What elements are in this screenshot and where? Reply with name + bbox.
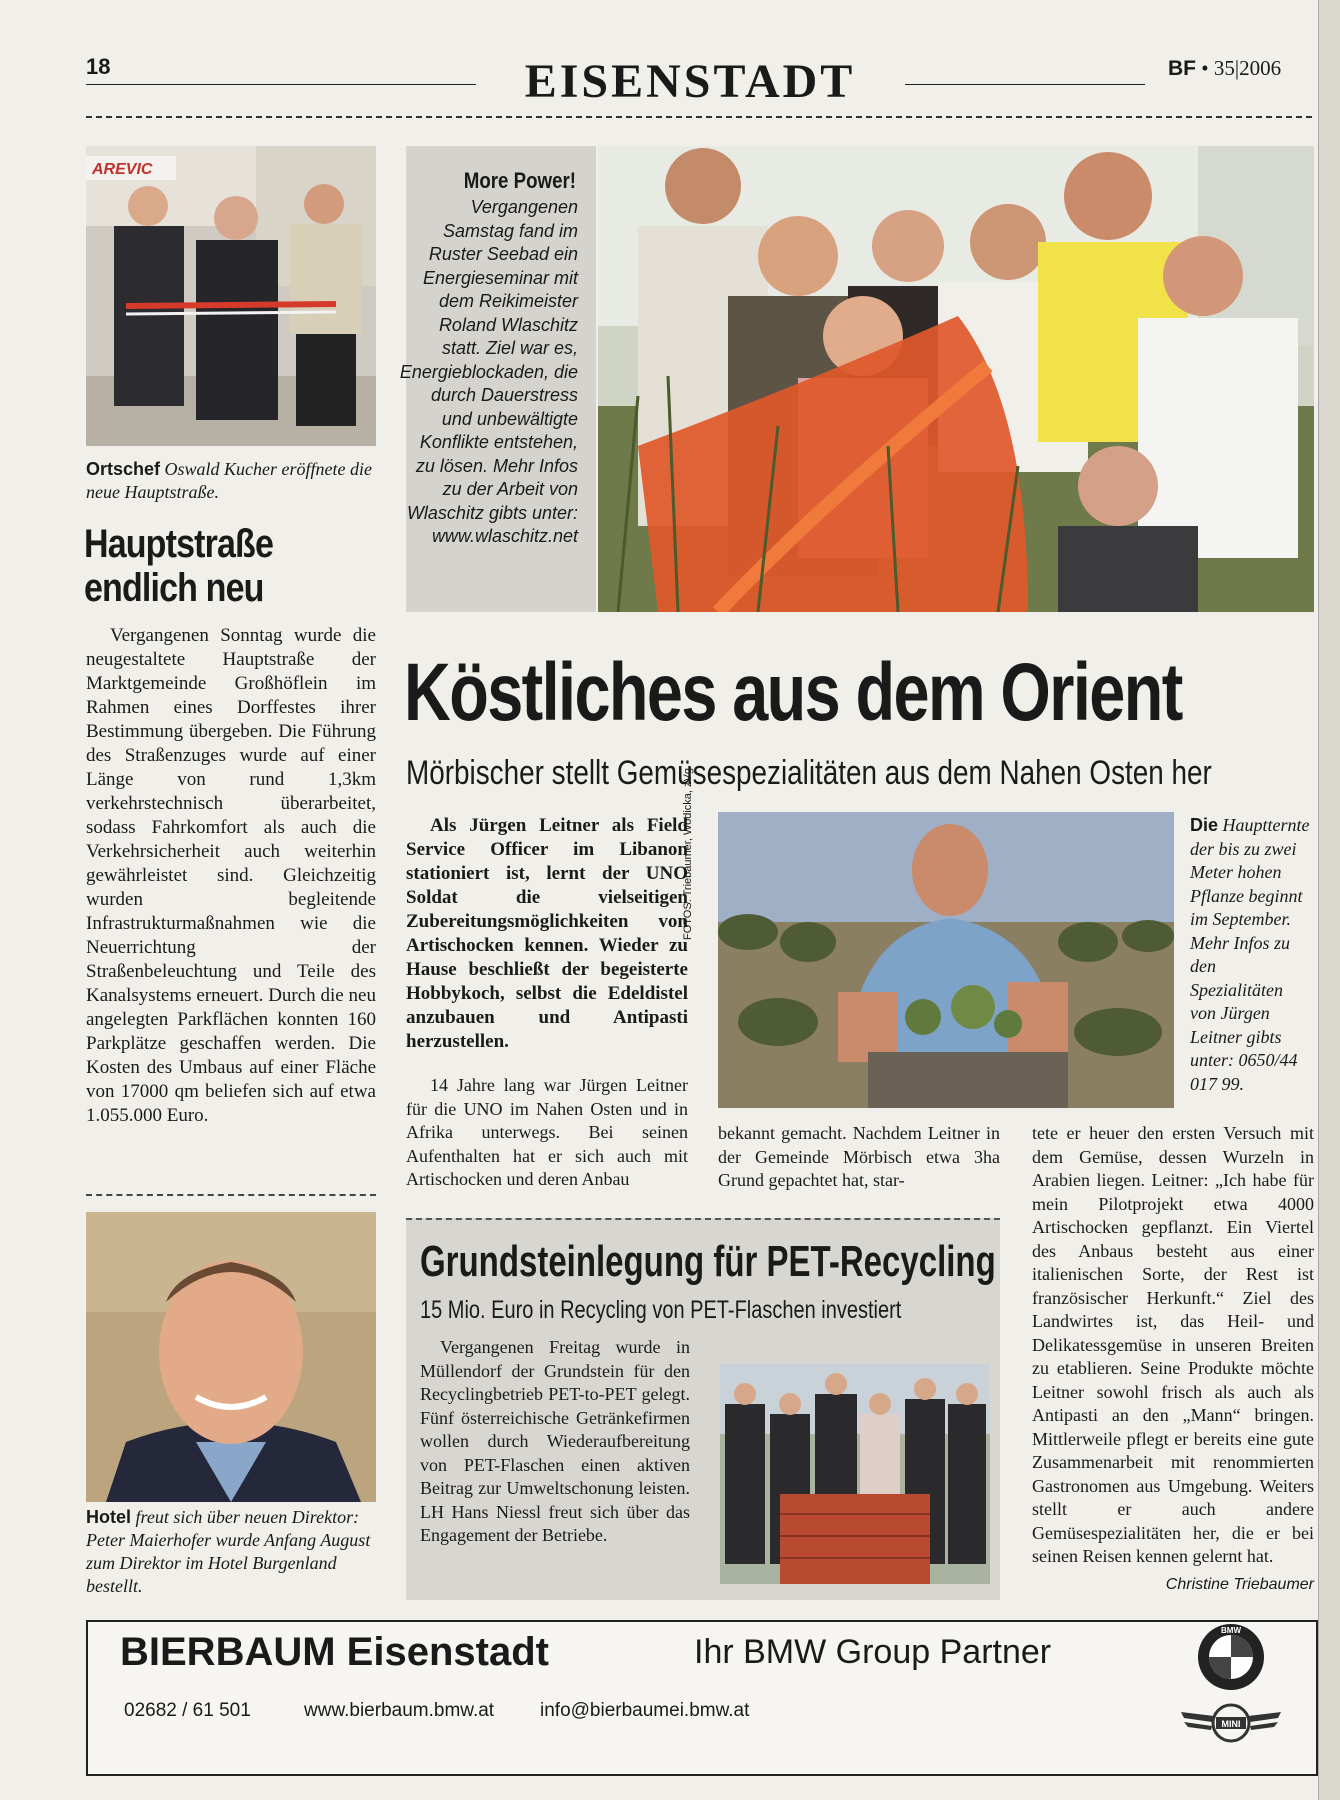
body-orient-col1: 14 Jahre lang war Jürgen Leitner für die UNO im Nahen Osten und in Afrika unterwegs. Bei seinen Aufenthalten hat er sich auch mit Artischocken und deren Anbau <box>406 1075 688 1189</box>
ad-email: info@bierbaumei.bmw.at <box>540 1700 750 1721</box>
photo-ribbon-cutting <box>86 146 376 446</box>
photo-credit: FOTOS: Triebaumer, Wodicka, zVg <box>682 768 694 940</box>
body-orient-col2: bekannt gemacht. Nachdem Leitner in der Gemeinde Mörbisch etwa 3ha Grund gepachtet hat, star- <box>718 1123 1000 1190</box>
caption-artichoke <box>1190 814 1312 1096</box>
body-hauptstrasse: Vergangenen Sonntag wurde die neugestaltete Hauptstraße der Marktgemeinde Großhöflein im Rahmen eines Dorffestes ihrer Bestimmung übergeben. Die Führung des Straßenzuges wurde auf einer Länge von rund 1,3km verkehrstechnisch überarbeitet, sodass Fahrkomfort als auch die Verkehrsicherheit auch weiterhin gewährleistet sind. Gleichzeitig wurden begleitende Infrastrukturmaßnahmen wie die Neuerrichtung der Straßenbeleuchtung und Teile des Kanalsystems erneuert. Durch die neu angelegten Parkflächen konnten 160 Parkplätze geschaffen werden. Die Kosten des Umbaus auf einer Fläche von 17000 qm beliefen sich auf etwa 1.055.000 Euro. <box>86 625 376 1126</box>
header-rule-right <box>905 84 1145 85</box>
author-byline: Christine Triebaumer <box>1165 1576 1314 1593</box>
caption-ribbon <box>86 458 376 504</box>
photo-hotel-director <box>86 1212 376 1502</box>
ad-website: www.bierbaum.bmw.at <box>304 1700 495 1721</box>
left-divider <box>86 1194 376 1196</box>
mini-logo-icon <box>1176 1700 1286 1746</box>
body-orient-col3: tete er heuer den ersten Versuch mit dem Gemüse, dessen Wurzeln in Arabien liegen. Leitner: „Ich habe für mein Pilotprojekt etwa 4000 Artischocken gepflanzt. Ein Viertel des Anbaus besteht aus einer italienischen Sorte, der Rest ist französischer Herkunft.“ Ziel des Landwirtes ist, das Heil- und Delikatessgemüse in unseren Breiten zu etablieren. Seine Produkte möchte Leitner sowohl frisch als auch als Antipasti an den „Mann“ bringen. Mittlerweile pflegt er bereits eine gute Zusammenarbeit mit renommierten Gastronomen aus Umgebung. Weiters stellt er auch andere Gemüsespezialitäten her, die er bei seinen Reisen kennen gelernt hat. <box>1032 1123 1314 1566</box>
lead-orient: Als Jürgen Leitner als Field Service Officer im Libanon stationiert ist, lernt der UNO Soldat die vielseitigen Zubereitungsmöglichkeiten von Artischocken kennen. Wieder zu Hause beschließt der begeisterte Hobbykoch, selbst die Edeldistel anzubauen und Antipasti herzustellen. <box>406 815 688 1052</box>
caption-hotel <box>86 1506 376 1598</box>
page-edge <box>1318 0 1340 1800</box>
headline-orient: Köstliches aus dem Orient <box>404 647 1182 738</box>
more-power-title: More Power! <box>463 168 576 193</box>
section-title: EISENSTADT <box>524 55 856 108</box>
photo-artichoke-farmer <box>718 812 1174 1108</box>
bmw-logo-icon <box>1196 1622 1266 1692</box>
subheadline-pet: 15 Mio. Euro in Recycling von PET-Flaschen investiert <box>420 1296 902 1324</box>
paper-name: BF <box>1168 57 1196 80</box>
caption-hotel-text: freut sich über neuen Direktor: Peter Maierhofer wurde Anfang August zum Direktor im Hotel Burgenland bestellt. <box>86 1507 371 1596</box>
more-power-text: Vergangenen Samstag fand im Ruster Seebad ein Energieseminar mit dem Reikimeister Roland Wlaschitz statt. Ziel war es, Energieblockaden, die durch Dauerstress und unbewältigte Konflikte entstehen, zu lösen. Mehr Infos zu der Arbeit von Wlaschitz gibts unter: www.wlaschitz.net <box>399 197 578 546</box>
sign-text: AREVIC <box>92 161 153 178</box>
header-divider <box>86 116 1312 118</box>
photo-foundation-stone <box>720 1364 990 1584</box>
issue-info: BF • 35|2006 <box>1168 56 1282 80</box>
ad-partner: Ihr BMW Group Partner <box>694 1633 1052 1671</box>
caption-artichoke-lead: Die <box>1190 815 1219 835</box>
body-pet: Vergangenen Freitag wurde in Müllendorf der Grundstein für den Recyclingbetrieb PET-to-PET gelegt. Fünf österreichische Getränkefirmen wollen durch Wiederaufbereitung von PET-Flaschen einen aktiven Beitrag zur Umweltschonung leisten. LH Hans Niessl freut sich über das Engagement der Betriebe. <box>420 1337 690 1545</box>
ad-title: BIERBAUM Eisenstadt <box>120 1630 549 1674</box>
caption-hotel-lead: Hotel <box>86 1507 131 1527</box>
caption-ribbon-lead: Ortschef <box>86 459 161 479</box>
photo-energy-seminar-group <box>598 146 1314 612</box>
caption-ribbon-text: Oswald Kucher eröffnete die neue Hauptstraße. <box>86 459 372 502</box>
headline-pet: Grundsteinlegung für PET-Recycling <box>420 1237 996 1286</box>
caption-artichoke-text: Hauptternte der bis zu zwei Meter hohen Pflanze beginnt im September. Mehr Infos zu den Spezialitäten von Jürgen Leitner gibts unter: 0650/44 017 99. <box>1190 815 1310 1094</box>
mini-logo-text: MINI <box>1221 1719 1241 1729</box>
ad-phone: 02682 / 61 501 <box>124 1700 251 1721</box>
bmw-logo-letters: BMW <box>1221 1626 1241 1635</box>
page-number: 18 <box>86 54 111 79</box>
header-rule-left <box>86 84 476 85</box>
subheadline-orient: Mörbischer stellt Gemüsespezialitäten aus dem Nahen Osten her <box>406 754 1212 792</box>
headline-hauptstrasse: Hauptstraße endlich neu <box>84 522 274 610</box>
issue-number: 35|2006 <box>1213 56 1282 80</box>
